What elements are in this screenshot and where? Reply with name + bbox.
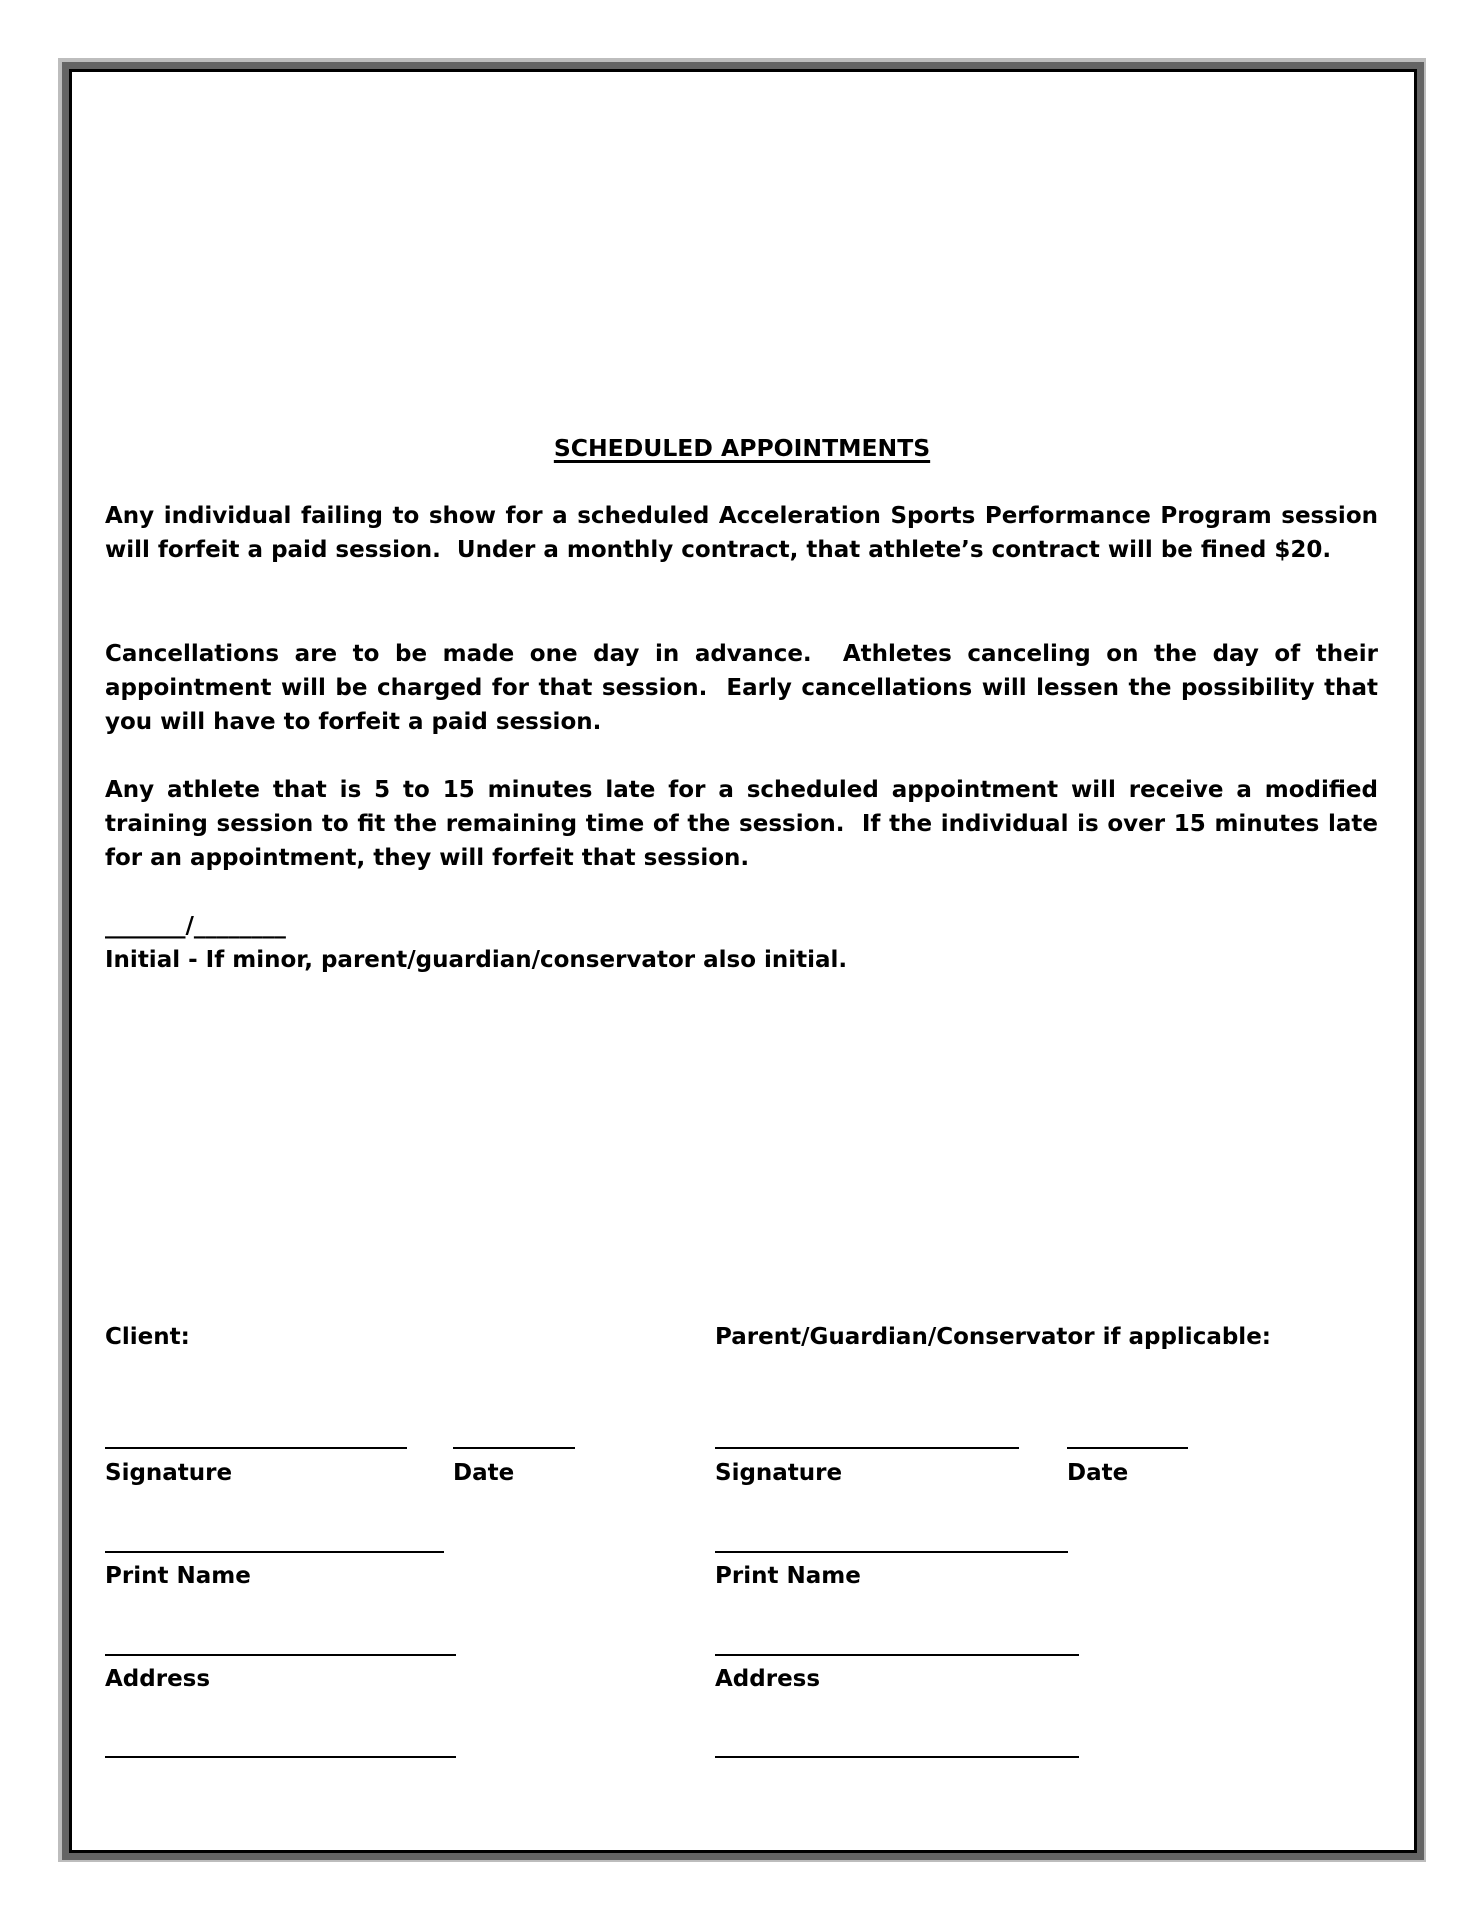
paragraph-cancellation-policy: Cancellations are to be made one day in advance. Athletes canceling on the day of their appointment will be charged for that session. Early cancellations will lessen the possibility that you will have to forfeit a paid session. [105, 641, 1378, 735]
client-print-name-label: Print Name [105, 1563, 251, 1589]
client-address-line-2[interactable] [105, 1756, 456, 1758]
initials-note: Initial - If minor, parent/guardian/conservator also initial. [105, 947, 848, 973]
client-date-label: Date [453, 1460, 515, 1486]
client-address-label: Address [105, 1666, 211, 1692]
guardian-address-label: Address [715, 1666, 821, 1692]
guardian-signature-line[interactable] [715, 1447, 1019, 1449]
document-title: SCHEDULED APPOINTMENTS [553, 434, 931, 462]
guardian-print-name-label: Print Name [715, 1563, 861, 1589]
guardian-address-line-1[interactable] [715, 1654, 1079, 1656]
paragraph-no-show-policy: Any individual failing to show for a scheduled Acceleration Sports Performance Program session will forfeit a paid session. Under a monthly contract, that athlete’s contract will be fined $20. [105, 503, 1378, 563]
guardian-heading: Parent/Guardian/Conservator if applicable: [715, 1324, 1271, 1350]
initials-field[interactable]: _______/________ [105, 913, 286, 939]
client-signature-line[interactable] [105, 1447, 407, 1449]
client-signature-label: Signature [105, 1460, 233, 1486]
client-address-line-1[interactable] [105, 1654, 456, 1656]
client-print-name-line[interactable] [105, 1551, 444, 1553]
client-date-line[interactable] [453, 1447, 575, 1449]
guardian-date-line[interactable] [1067, 1447, 1188, 1449]
guardian-date-label: Date [1067, 1460, 1129, 1486]
paragraph-late-arrival-policy: Any athlete that is 5 to 15 minutes late for a scheduled appointment will receive a modified training session to fit the remaining time of the session. If the individual is over 15 minutes late for an appointment, they will forfeit that session. [105, 777, 1378, 871]
guardian-address-line-2[interactable] [715, 1756, 1079, 1758]
guardian-print-name-line[interactable] [715, 1551, 1068, 1553]
guardian-signature-label: Signature [715, 1460, 843, 1486]
client-heading: Client: [105, 1324, 190, 1350]
